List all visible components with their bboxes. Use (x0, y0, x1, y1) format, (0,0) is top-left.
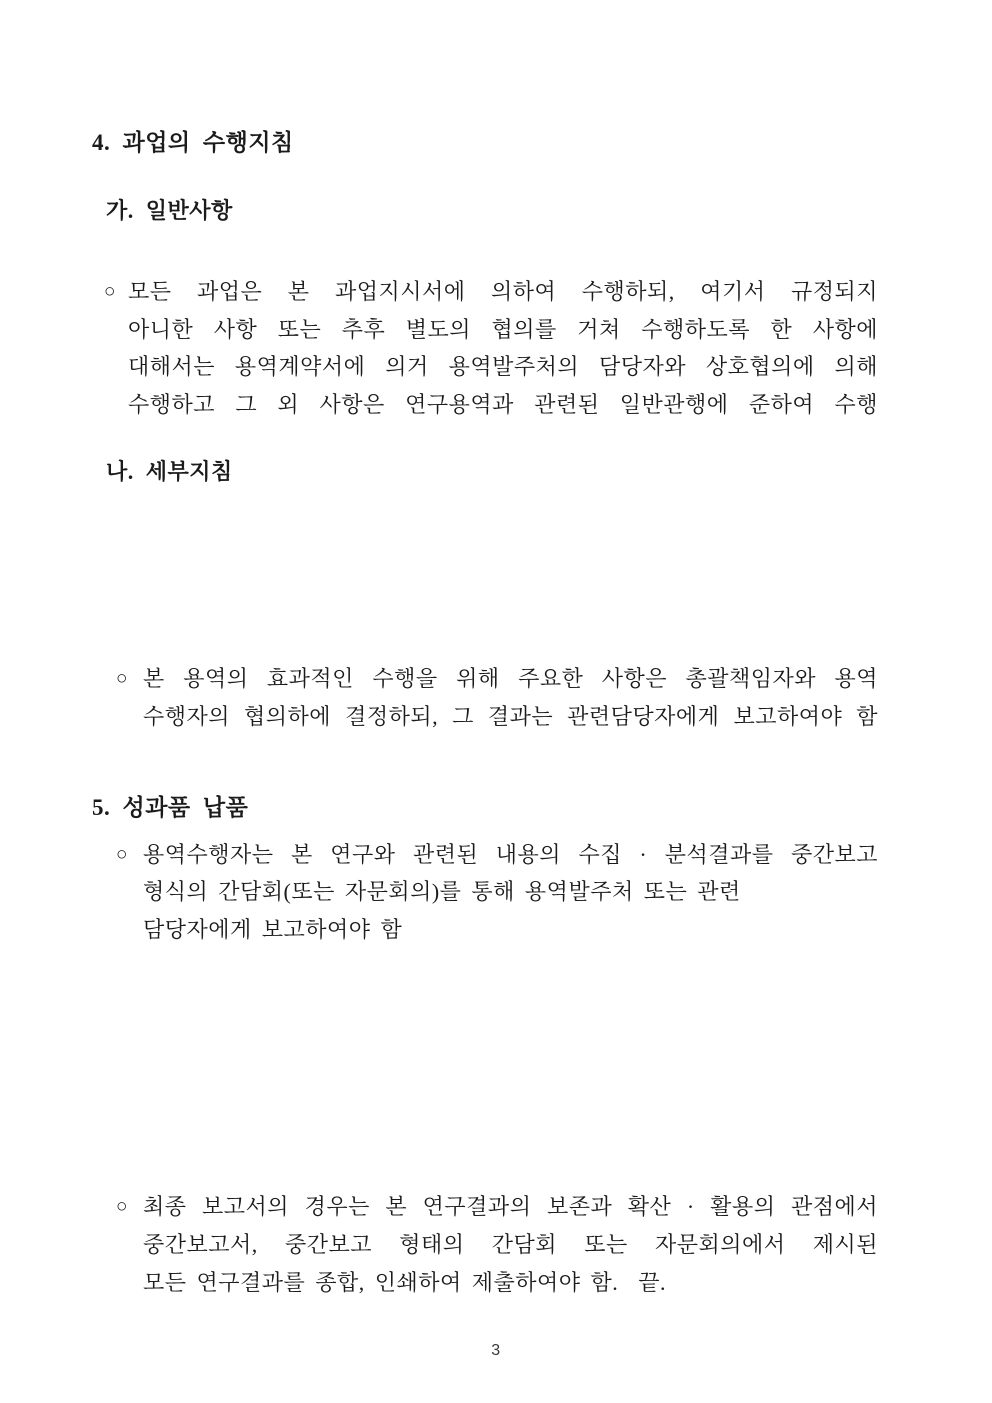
paragraph-line: 본 용역의 효과적인 수행을 위해 주요한 사항은 총괄책임자와 용역 (143, 666, 878, 692)
paragraph-general (104, 273, 878, 423)
paragraph-line: 수행자의 협의하에 결정하되, 그 결과는 관련담당자에게 보고하여야 함 (143, 703, 878, 729)
paragraph-detail-2 (116, 836, 878, 949)
page-number: 3 (491, 1342, 501, 1359)
circle-bullet-icon: ○ (104, 281, 116, 302)
section-4-title: 4. 과업의 수행지침 (92, 130, 294, 155)
paragraph-line: 담당자에게 보고하여야 함 (143, 916, 403, 942)
paragraph-line: 최종 보고서의 경우는 본 연구결과의 보존과 확산 · 활용의 관점에서 (143, 1194, 878, 1220)
paragraph-line: 용역수행자는 본 연구와 관련된 내용의 수집 · 분석결과를 중간보고 (143, 841, 878, 867)
paragraph-line: 중간보고서, 중간보고 형태의 간담회 또는 자문회의에서 제시된 (143, 1231, 878, 1257)
subsection-ga-title: 가. 일반사항 (106, 198, 233, 223)
paragraph-line: 아니한 사항 또는 추후 별도의 협의를 거쳐 수행하도록 한 사항에 (128, 316, 878, 342)
paragraph-detail-1 (116, 660, 878, 735)
paragraph-line: 수행하고 그 외 사항은 연구용역과 관련된 일반관행에 준하여 수행 (128, 391, 878, 417)
paragraph-line: 모든 과업은 본 과업지시서에 의하여 수행하되, 여기서 규정되지 (128, 279, 878, 304)
circle-bullet-icon: ○ (116, 843, 128, 865)
subsection-na-title: 나. 세부지침 (106, 459, 233, 484)
paragraph-line: 형식의 간담회(또는 자문회의)를 통해 용역발주처 또는 관련 (143, 879, 741, 905)
paragraph-deliverables (116, 1188, 878, 1301)
section-5-title: 5. 성과품 납품 (92, 795, 249, 820)
paragraph-line: 대해서는 용역계약서에 의거 용역발주처의 담당자와 상호협의에 의해 (128, 354, 878, 380)
paragraph-line: 모든 연구결과를 종합, 인쇄하여 제출하여야 함. 끝. (143, 1269, 667, 1295)
circle-bullet-icon: ○ (116, 668, 128, 690)
circle-bullet-icon: ○ (116, 1196, 128, 1218)
